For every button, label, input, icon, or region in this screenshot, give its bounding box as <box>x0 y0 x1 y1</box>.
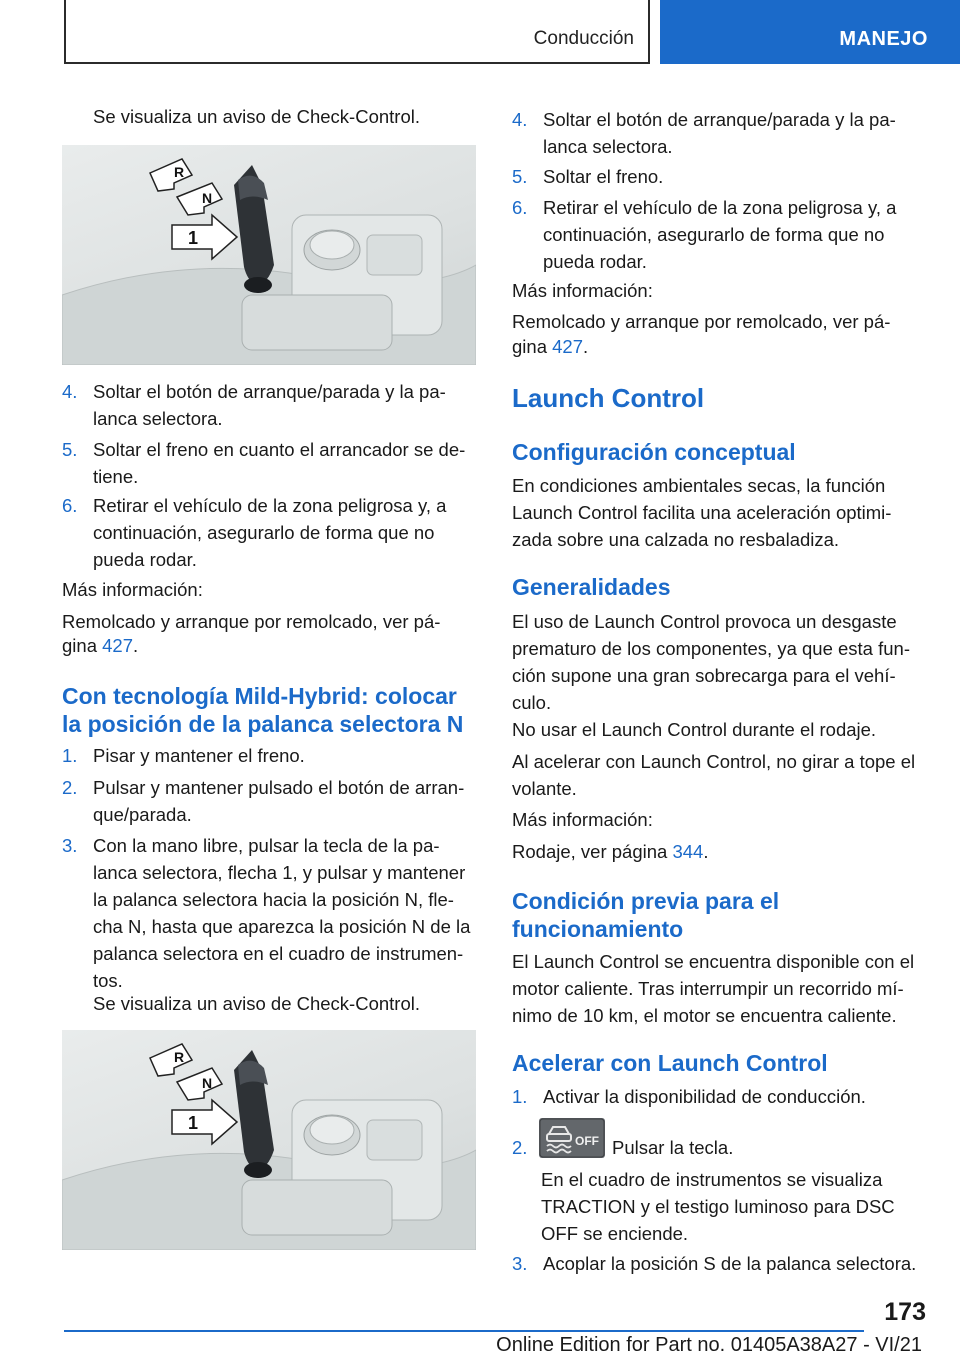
heading-condition <box>512 887 932 943</box>
paragraph-line: zada sobre una calzada no resbaladiza. <box>512 529 840 550</box>
list-number: 5. <box>512 166 528 187</box>
figure-label-n: N <box>202 1075 213 1091</box>
condition-paragraph <box>512 948 932 1029</box>
towing-reference-line: Remolcado y arranque por remolcado, ver pá- <box>62 611 441 632</box>
paragraph-line: prematuro de los componentes, ya que esta fun- <box>512 638 910 659</box>
list-text-line: tiene. <box>93 466 139 487</box>
list-text-line: Pisar y mantener el freno. <box>93 745 305 766</box>
figure-label-r: R <box>174 164 185 180</box>
footer-divider <box>64 1330 864 1332</box>
gear-selector-illustration <box>62 1030 476 1250</box>
list-text-line: lanca selectora, flecha 1, y pulsar y mantener <box>93 862 466 883</box>
list-item <box>62 492 478 573</box>
check-control-note-2: Se visualiza un aviso de Check-Control. <box>93 993 420 1014</box>
paragraph-line: volante. <box>512 778 577 799</box>
list-number: 1. <box>512 1086 528 1107</box>
list-number: 6. <box>512 197 528 218</box>
list-text-line: Pulsar y mantener pulsado el botón de arran- <box>93 777 465 798</box>
heading-generalidades: Generalidades <box>512 574 671 600</box>
paragraph-line: OFF se enciende. <box>541 1223 689 1244</box>
heading-line: Condición previa para el <box>512 888 780 914</box>
list-text-line: Activar la disponibilidad de conducción. <box>543 1086 866 1107</box>
paragraph-line: motor caliente. Tras interrumpir un recorrido mí- <box>512 978 904 999</box>
list-text-line: Retirar el vehículo de la zona peligrosa y, a <box>543 197 897 218</box>
heading-line: la posición de la palanca selectora N <box>62 711 464 737</box>
list-item <box>62 742 478 769</box>
heading-config-conceptual: Configuración conceptual <box>512 439 796 465</box>
list-number: 5. <box>62 439 78 460</box>
list-number: 4. <box>512 109 528 130</box>
list-number: 2. <box>512 1137 528 1158</box>
list-text-line: Acoplar la posición S de la palanca selectora. <box>543 1253 917 1274</box>
page-link-344[interactable]: 344 <box>672 841 704 862</box>
dsc-off-icon <box>539 1118 605 1158</box>
list-item <box>62 832 482 994</box>
section-heading-mild-hybrid <box>62 682 482 738</box>
towing-reference-line: Remolcado y arranque por remolcado, ver pá- <box>512 311 891 332</box>
list-number: 3. <box>512 1253 528 1274</box>
figure-label-1: 1 <box>188 1113 199 1133</box>
header-chapter-tab[interactable] <box>660 0 960 64</box>
rodaje-reference: Rodaje, ver página 344. <box>512 841 709 862</box>
list-text-line: Retirar el vehículo de la zona peligrosa y, a <box>93 495 447 516</box>
general-paragraph <box>512 608 932 716</box>
paragraph-line: En el cuadro de instrumentos se visualiza <box>541 1169 883 1190</box>
page-number: 173 <box>884 1298 926 1326</box>
paragraph-line: El uso de Launch Control provoca un desgaste <box>512 611 897 632</box>
list-text-line: que/parada. <box>93 804 192 825</box>
paragraph-line: Al acelerar con Launch Control, no girar a tope el <box>512 751 916 772</box>
reference-text: Rodaje, ver página <box>512 841 668 862</box>
list-item <box>512 1250 932 1277</box>
page-link-427[interactable]: 427 <box>102 635 133 656</box>
list-item <box>62 774 478 828</box>
list-text-line: Con la mano libre, pulsar la tecla de la pa- <box>93 835 440 856</box>
list-text-line: continuación, asegurarlo de forma que no <box>543 224 885 245</box>
list-number: 4. <box>62 381 78 402</box>
dsc-icon-label: OFF <box>575 1134 599 1148</box>
list-number: 6. <box>62 495 78 516</box>
list-text-line: pueda rodar. <box>543 251 647 272</box>
paragraph-line: El Launch Control se encuentra disponible con el <box>512 951 915 972</box>
list-item <box>62 378 478 432</box>
gear-selector-figure-1 <box>62 145 476 365</box>
list-text-line: pueda rodar. <box>93 549 197 570</box>
list-text-line: lanca selectora. <box>93 408 223 429</box>
list-item <box>512 1083 932 1110</box>
list-item <box>512 194 932 275</box>
heading-line: Con tecnología Mild-Hybrid: colocar <box>62 683 457 709</box>
more-info-label: Más información: <box>62 579 203 600</box>
list-text-line: tos. <box>93 970 123 991</box>
list-number: 2. <box>62 777 78 798</box>
figure-label-1: 1 <box>188 228 199 248</box>
list-text-line: continuación, asegurarlo de forma que no <box>93 522 435 543</box>
figure-label-n: N <box>202 190 213 206</box>
no-use-paragraph: No usar el Launch Control durante el rodaje. <box>512 719 877 740</box>
list-text-line: Soltar el botón de arranque/parada y la pa- <box>543 109 896 130</box>
paragraph-line: En condiciones ambientales secas, la función <box>512 475 886 496</box>
paragraph-line: nimo de 10 km, el motor se encuentra caliente. <box>512 1005 897 1026</box>
gear-selector-illustration <box>62 145 476 365</box>
towing-reference: gina 427. <box>512 336 589 357</box>
list-text-line: la palanca selectora hacia la posición N, fle- <box>93 889 454 910</box>
list-text-line: lanca selectora. <box>543 136 673 157</box>
config-paragraph <box>512 472 932 553</box>
heading-line: funcionamiento <box>512 916 684 942</box>
figure-label-r: R <box>174 1049 185 1065</box>
header-section-box <box>64 0 650 64</box>
reference-text: gina <box>512 336 547 357</box>
heading-launch-control: Launch Control <box>512 383 705 413</box>
header-chapter-title: MANEJO <box>839 28 928 50</box>
reference-text: gina <box>62 635 97 656</box>
paragraph-line: TRACTION y el testigo luminoso para DSC <box>541 1196 895 1217</box>
step2-sub-paragraph <box>541 1166 941 1247</box>
header-section-title: Conducción <box>533 28 634 49</box>
page-link-427[interactable]: 427 <box>552 336 583 357</box>
list-number: 1. <box>62 745 78 766</box>
gear-selector-figure-2 <box>62 1030 476 1250</box>
list-text-line: cha N, hasta que aparezca la posición N de la <box>93 916 471 937</box>
paragraph-line: culo. <box>512 692 552 713</box>
accel-paragraph <box>512 748 932 802</box>
list-text-line: Soltar el freno en cuanto el arrancador se de- <box>93 439 466 460</box>
heading-accelerate: Acelerar con Launch Control <box>512 1050 828 1076</box>
check-control-note: Se visualiza un aviso de Check-Control. <box>93 106 420 127</box>
list-text-line: palanca selectora en el cuadro de instrumen- <box>93 943 464 964</box>
list-item <box>512 106 932 160</box>
towing-reference: gina 427. <box>62 635 139 656</box>
list-number: 3. <box>62 835 78 856</box>
list-text-line: Soltar el botón de arranque/parada y la pa- <box>93 381 446 402</box>
list-text-line: Pulsar la tecla. <box>612 1137 734 1158</box>
more-info-label-2: Más información: <box>512 809 653 830</box>
paragraph-line: Launch Control facilita una aceleración optimi- <box>512 502 892 523</box>
dsc-off-button-icon <box>539 1118 605 1158</box>
more-info-label: Más información: <box>512 280 653 301</box>
footer-edition: Online Edition for Part no. 01405A38A27 - VI/21 <box>496 1334 922 1356</box>
paragraph-line: ción supone una gran sobrecarga para el vehí- <box>512 665 896 686</box>
list-text-line: Soltar el freno. <box>543 166 664 187</box>
list-item <box>62 436 478 490</box>
list-item <box>512 163 932 190</box>
